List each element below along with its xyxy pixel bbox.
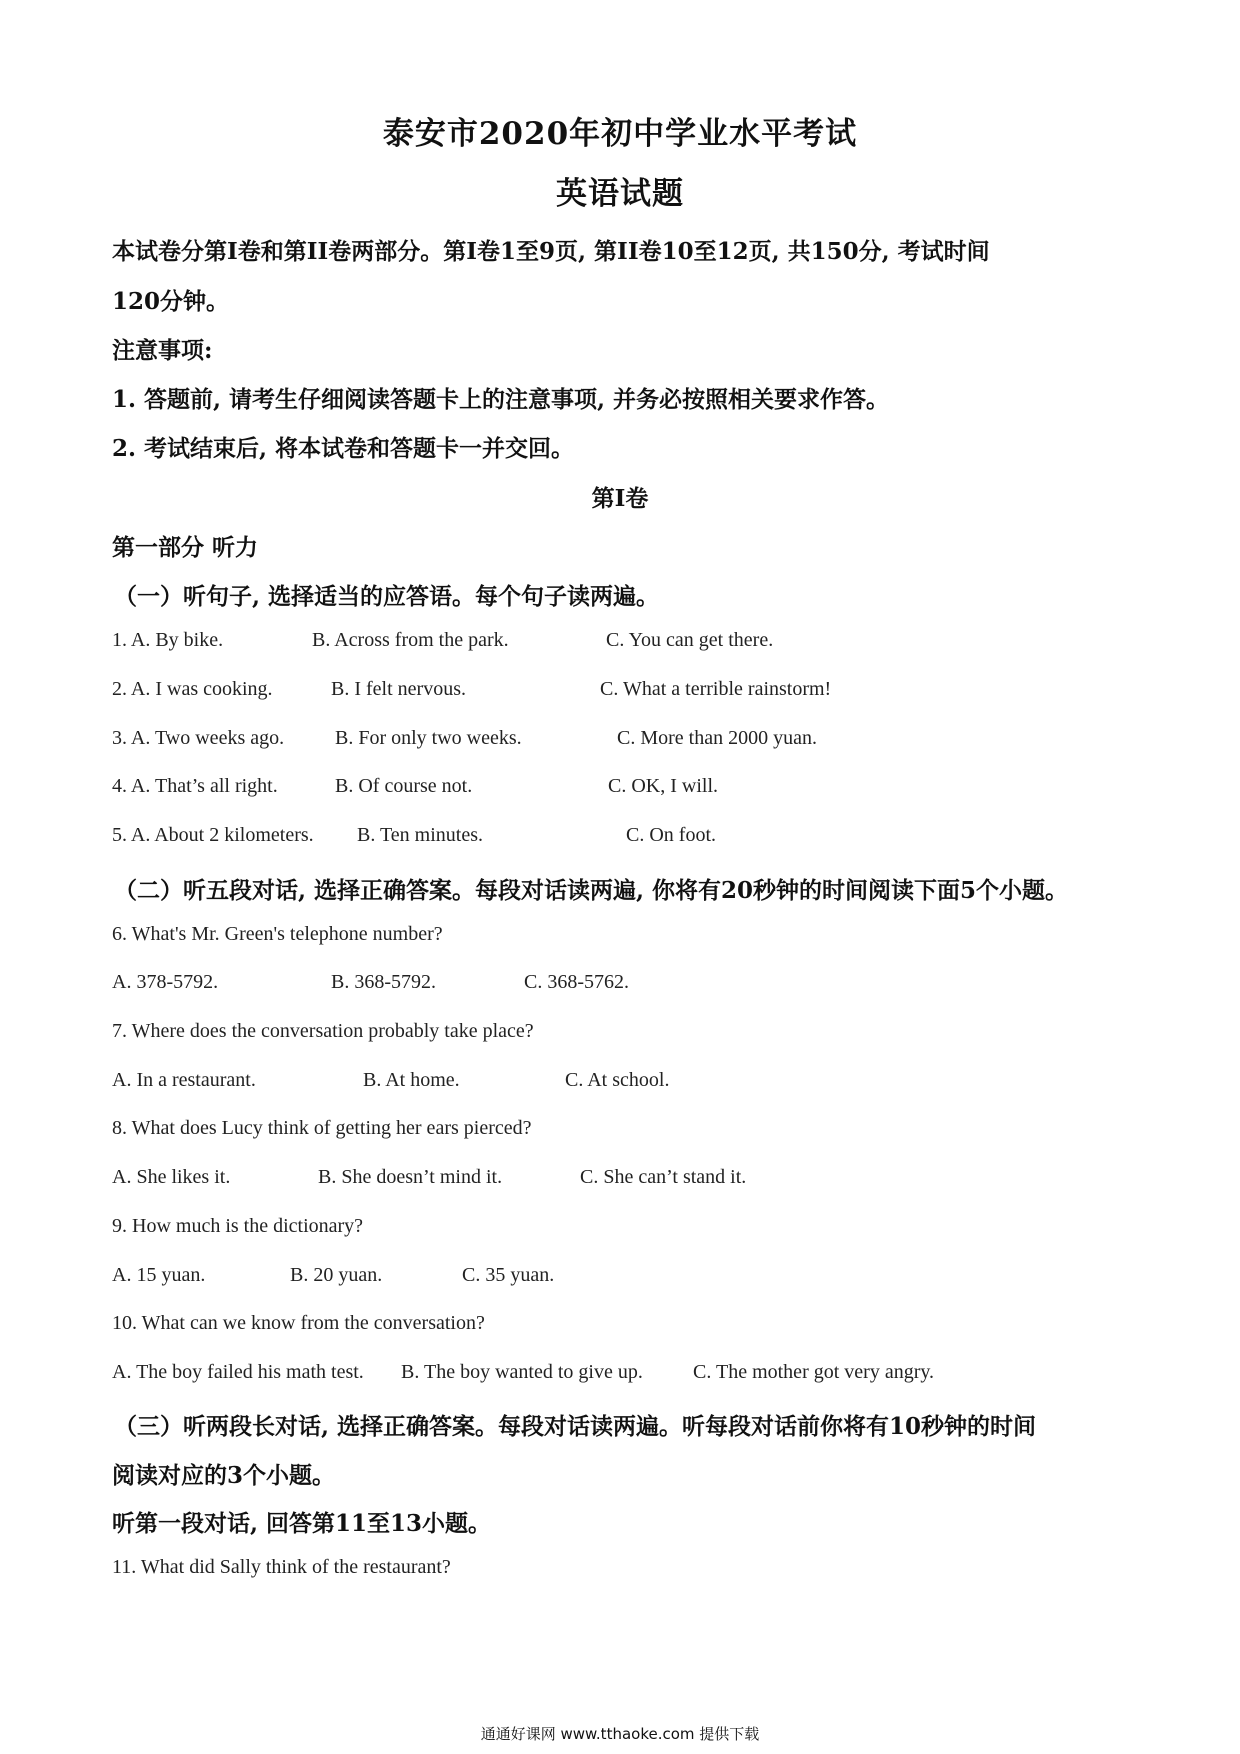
q10-option-c: C. The mother got very angry. bbox=[693, 1361, 935, 1383]
q1-option-c: C. You can get there. bbox=[606, 629, 774, 651]
intro-line-2: 120分钟。 bbox=[112, 288, 230, 315]
q9-option-c: C. 35 yuan. bbox=[462, 1264, 555, 1286]
q5-option-a: 5. A. About 2 kilometers. bbox=[112, 824, 314, 846]
q2-option-a: 2. A. I was cooking. bbox=[112, 678, 273, 700]
section-2-heading: （二）听五段对话, 选择正确答案。每段对话读两遍, 你将有20秒钟的时间阅读下面5个小题。 bbox=[114, 877, 1069, 904]
q1-option-a: 1. A. By bike. bbox=[112, 629, 224, 651]
q9-stem: 9. How much is the dictionary? bbox=[112, 1215, 364, 1237]
notice-item-2: 2. 考试结束后, 将本试卷和答题卡一并交回。 bbox=[112, 435, 575, 462]
q6-stem: 6. What's Mr. Green's telephone number? bbox=[112, 923, 443, 945]
q4-option-b: B. Of course not. bbox=[335, 775, 473, 797]
section-3-heading-line-1: （三）听两段长对话, 选择正确答案。每段对话读两遍。听每段对话前你将有10秒钟的时间 bbox=[114, 1413, 1037, 1440]
intro-line-1: 本试卷分第I卷和第II卷两部分。第I卷1至9页, 第II卷10至12页, 共150分, 考试时间 bbox=[112, 238, 990, 265]
q7-option-c: C. At school. bbox=[565, 1069, 670, 1091]
q3-option-b: B. For only two weeks. bbox=[335, 727, 522, 749]
q8-option-c: C. She can’t stand it. bbox=[580, 1166, 747, 1188]
q8-stem: 8. What does Lucy think of getting her ears pierced? bbox=[112, 1117, 532, 1139]
q5-option-c: C. On foot. bbox=[626, 824, 716, 846]
q10-option-b: B. The boy wanted to give up. bbox=[401, 1361, 643, 1383]
volume-title: 第I卷 bbox=[591, 485, 649, 512]
exam-title: 泰安市2020年初中学业水平考试 bbox=[382, 116, 858, 152]
footer-source: 通通好课网 www.tthaoke.com 提供下载 bbox=[480, 1725, 760, 1743]
q4-option-a: 4. A. That’s all right. bbox=[112, 775, 278, 797]
q3-option-a: 3. A. Two weeks ago. bbox=[112, 727, 285, 749]
q7-stem: 7. Where does the conversation probably take place? bbox=[112, 1020, 534, 1042]
q9-option-a: A. 15 yuan. bbox=[112, 1264, 206, 1286]
exam-subtitle: 英语试题 bbox=[556, 176, 684, 212]
q7-option-a: A. In a restaurant. bbox=[112, 1069, 256, 1091]
q2-option-b: B. I felt nervous. bbox=[331, 678, 466, 700]
q9-option-b: B. 20 yuan. bbox=[290, 1264, 383, 1286]
section-3-sub-heading: 听第一段对话, 回答第11至13小题。 bbox=[112, 1510, 492, 1537]
q3-option-c: C. More than 2000 yuan. bbox=[617, 727, 817, 749]
q7-option-b: B. At home. bbox=[363, 1069, 460, 1091]
section-1-heading: （一）听句子, 选择适当的应答语。每个句子读两遍。 bbox=[114, 583, 660, 610]
q5-option-b: B. Ten minutes. bbox=[357, 824, 484, 846]
q1-option-b: B. Across from the park. bbox=[312, 629, 509, 651]
section-3-heading-line-2: 阅读对应的3个小题。 bbox=[112, 1462, 336, 1489]
notice-item-1: 1. 答题前, 请考生仔细阅读答题卡上的注意事项, 并务必按照相关要求作答。 bbox=[112, 386, 890, 413]
q6-option-b: B. 368-5792. bbox=[331, 971, 436, 993]
q8-option-a: A. She likes it. bbox=[112, 1166, 231, 1188]
q10-option-a: A. The boy failed his math test. bbox=[112, 1361, 364, 1383]
q2-option-c: C. What a terrible rainstorm! bbox=[600, 678, 832, 700]
q4-option-c: C. OK, I will. bbox=[608, 775, 718, 797]
q10-stem: 10. What can we know from the conversation? bbox=[112, 1312, 485, 1334]
notice-heading: 注意事项: bbox=[112, 337, 213, 364]
part-heading: 第一部分 听力 bbox=[112, 534, 259, 561]
q8-option-b: B. She doesn’t mind it. bbox=[318, 1166, 503, 1188]
q6-option-a: A. 378-5792. bbox=[112, 971, 219, 993]
q11-stem: 11. What did Sally think of the restaurant? bbox=[112, 1556, 451, 1578]
q6-option-c: C. 368-5762. bbox=[524, 971, 629, 993]
